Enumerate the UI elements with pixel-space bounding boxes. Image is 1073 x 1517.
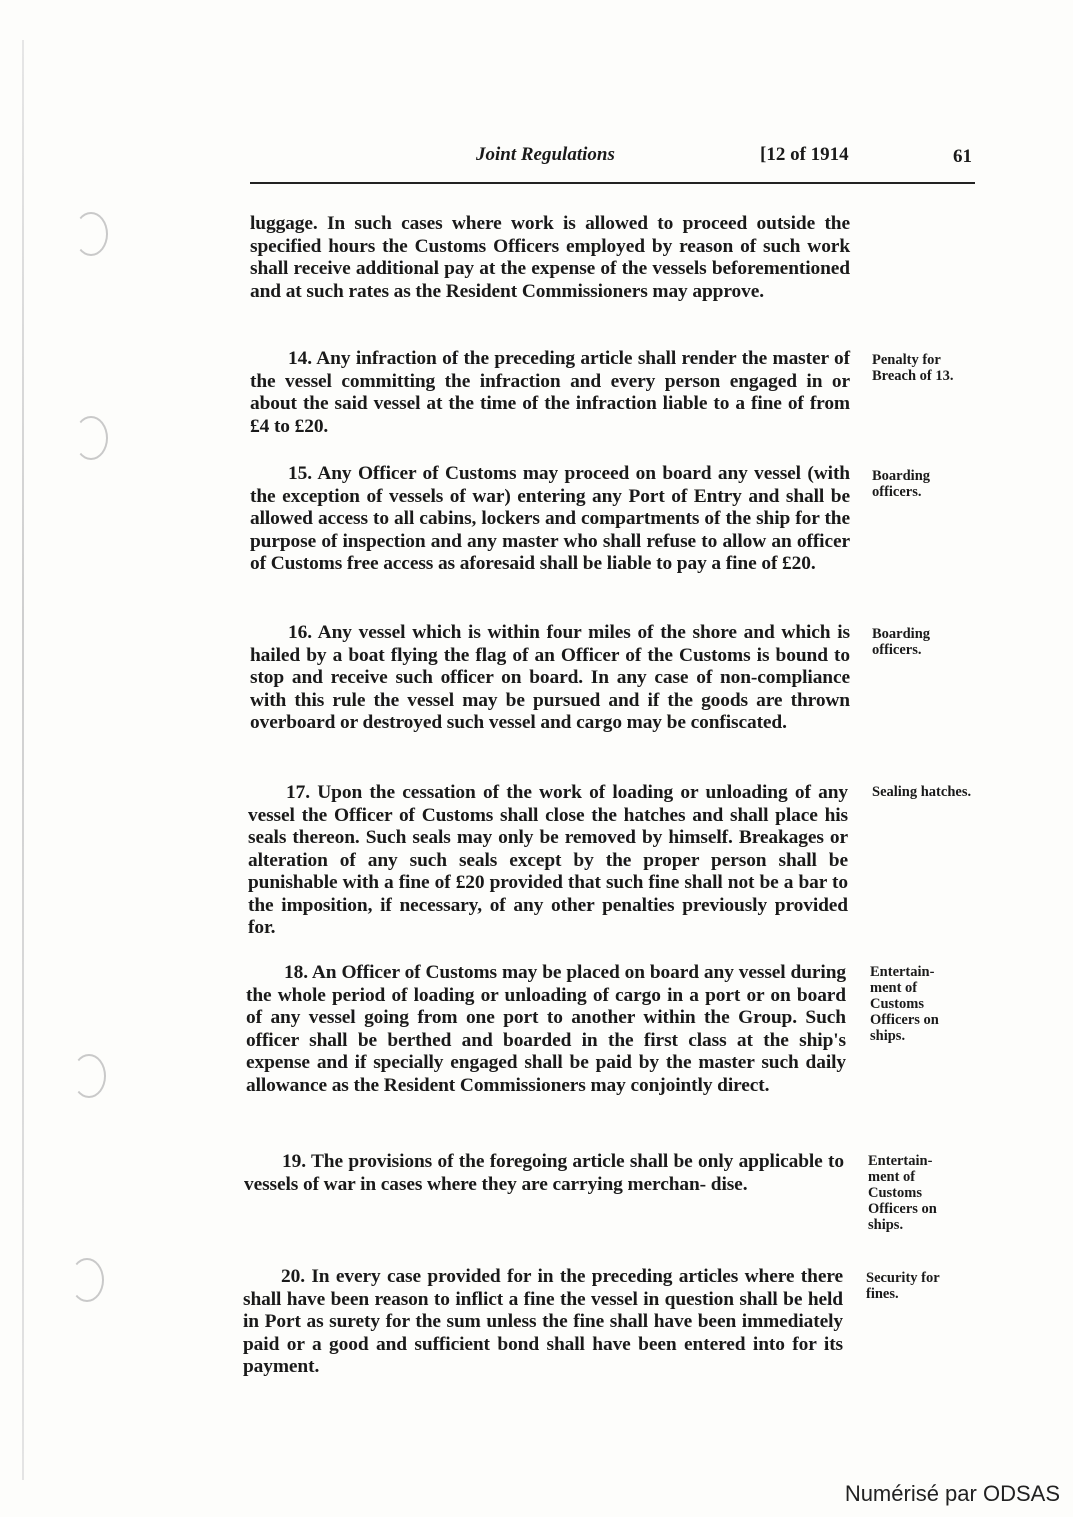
punch-hole	[72, 1054, 106, 1098]
marginal-note: Boarding officers.	[872, 626, 931, 658]
marginal-note: Sealing hatches.	[872, 784, 972, 800]
article-number: 14.	[288, 348, 312, 369]
article-text: Any infraction of the preceding article shall render the master of the vessel committing the infraction and every person engaged in or about the said vessel at the time of the infraction liable to a fine of from £4 to £20.	[250, 348, 850, 437]
punch-hole	[74, 416, 108, 460]
page-number: 61	[953, 146, 972, 167]
marginal-note: Entertain- ment of Customs Officers on ships.	[868, 1153, 937, 1233]
article-number: 19.	[282, 1151, 306, 1172]
article-text: The provisions of the foregoing article shall be only applicable to vessels of war in cases where they are carrying merchan- dise.	[244, 1151, 844, 1195]
article-20	[243, 1266, 843, 1379]
article-text: Upon the cessation of the work of loading or unloading of any vessel the Officer of Customs shall close the hatches and shall place his seals thereon. Such seals may only be removed by himself. Breakages or alteration of any such seals except by the proper person shall be punishable with a fine of £20 provided that such fine shall not be a bar to the imposition, if necessary, of any other penalties previously provided for.	[248, 782, 848, 938]
punch-hole	[74, 212, 108, 256]
article-17	[248, 782, 848, 940]
article-14	[250, 348, 850, 438]
article-number: 18.	[284, 962, 308, 983]
running-header	[250, 144, 975, 174]
article-text: Any vessel which is within four miles of the shore and which is hailed by a boat flying the flag of an Officer of the Customs is bound to stop and receive such officer on board. In any case of non-compliance with this rule the vessel may be pursued and if the goods are thrown overboard or destroyed such vessel and cargo may be confiscated.	[250, 622, 851, 733]
paragraph-continuation	[250, 213, 850, 303]
page-edge	[22, 40, 24, 1480]
marginal-note: Entertain- ment of Customs Officers on ships.	[870, 964, 939, 1044]
article-number: 17.	[286, 782, 310, 803]
article-number: 15.	[288, 463, 312, 484]
article-16	[250, 622, 850, 735]
article-19	[244, 1151, 844, 1196]
article-text: An Officer of Customs may be placed on board any vessel during the whole period of loading or unloading of cargo in a port or on board of any vessel going from one port to another within the Group. Such officer shall be berthed and boarded in the first class at the ship's expense and if specially engaged shall be paid by the master such daily allowance as the Resident Commissioners may conjointly direct.	[246, 962, 846, 1096]
article-text: Any Officer of Customs may proceed on board any vessel (with the exception of vessels of war) entering any Port of Entry and shall be allowed access to all cabins, lockers and compartments of the ship for the purpose of inspection and any master who shall refuse to allow an officer of Customs free access as aforesaid shall be liable to pay a fine of £20.	[250, 463, 850, 574]
article-18	[246, 962, 846, 1097]
marginal-note: Penalty for Breach of 13.	[872, 352, 954, 384]
punch-hole	[70, 1258, 104, 1302]
article-number: 20.	[281, 1266, 305, 1287]
article-number: 16.	[288, 622, 312, 643]
article-text: In every case provided for in the preceding articles where there shall have been reason to inflict a fine the vessel in question shall be held in Port as surety for the sum unless the fine shall have been immediately paid or a good and sufficient bond shall have been entered into for its payment.	[243, 1266, 843, 1377]
header-rule	[250, 182, 975, 184]
running-title: Joint Regulations	[476, 144, 615, 165]
running-act-reference: [12 of 1914	[760, 144, 849, 165]
marginal-note: Security for fines.	[866, 1270, 940, 1302]
paragraph-text: luggage. In such cases where work is allowed to proceed outside the specified hours the Customs Officers employed by reason of such work shall receive additional pay at the expense of the vessels beforementioned and at such rates as the Resident Commissioners may approve.	[250, 213, 850, 302]
article-15	[250, 463, 850, 576]
marginal-note: Boarding officers.	[872, 468, 931, 500]
digitizer-credit: Numérisé par ODSAS	[844, 1481, 1060, 1506]
